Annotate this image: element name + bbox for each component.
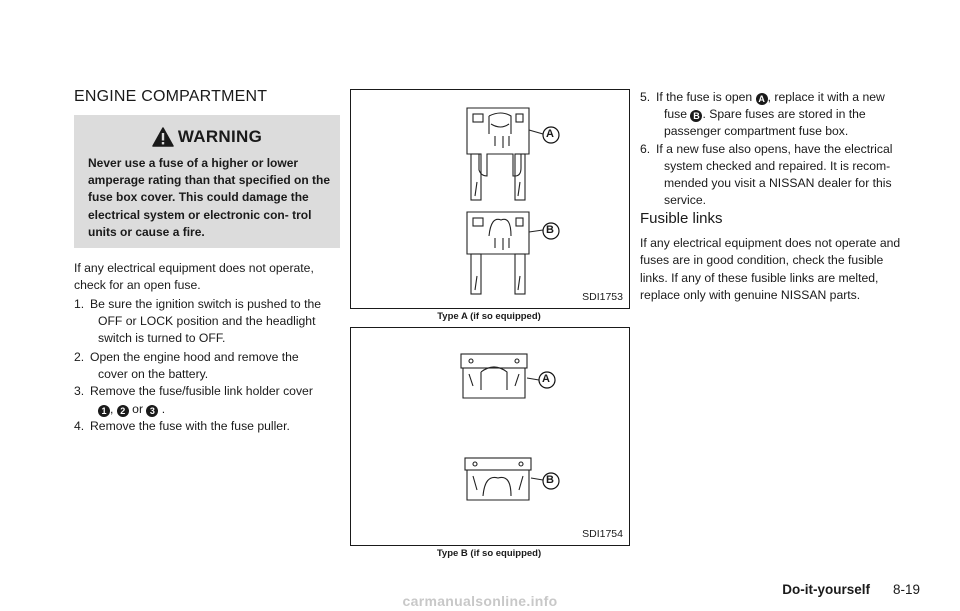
callout-b-icon: B [690,110,702,122]
warning-text: Never use a fuse of a higher or lower amperage rating than that specified on the fuse box cover. This could damage the electrical system or electronic con- trol units or cause a fire. [88,156,331,239]
step-text: cover on the battery. [98,367,209,381]
mini-fuse-diagram [351,328,629,545]
step-text: fuse B . Spare fuses are stored in the [664,107,866,121]
section-title: ENGINE COMPARTMENT [74,88,268,105]
figure-caption: Type A (if so equipped) [437,311,541,322]
callout-a-icon: A [756,93,768,105]
step-text: If the fuse is open A , replace it with a new [656,90,885,104]
label-b: B [546,224,554,236]
warning-box [74,115,340,248]
warning-label: WARNING [177,127,263,146]
fusible-links-title: Fusible links [640,210,723,227]
step-text: OFF or LOCK position and the headlight [98,314,316,328]
figure-fuse-type-a [350,89,630,309]
step-5 [640,89,920,143]
step-text: Be sure the ignition switch is pushed to the [90,297,322,311]
step-1 [74,296,349,350]
step-text: passenger compartment fuse box. [664,124,849,138]
label-a: A [542,373,550,385]
label-b: B [546,474,554,486]
blade-fuse-diagram [351,90,629,308]
step-number: 2. [74,350,85,364]
step-number: 6. [640,142,651,156]
footer-section: Do-it-yourself [782,582,870,597]
step-text: service. [664,193,706,207]
figure-code: SDI1754 [582,528,623,540]
fusible-links-text: If any electrical equipment does not operate and fuses are in good condition, check the fusible links. If any of these fusible links are melted, replace only with genuine NISSAN parts. [640,236,901,302]
label-a: A [546,128,554,140]
step-text: Remove the fuse/fusible link holder cover [90,384,313,398]
step-text: Remove the fuse with the fuse puller. [90,419,290,433]
step-text: Open the engine hood and remove the [90,350,299,364]
step-number: 5. [640,90,651,104]
step-callouts: 1 , 2 or 3 . [98,401,165,418]
callout-3-icon: 3 [146,405,158,417]
intro-paragraph: If any electrical equipment does not operate, check for an open fuse. [74,261,314,293]
warning-header [74,127,340,147]
figure-code: SDI1753 [582,291,623,303]
step-6 [640,141,920,213]
figure-fuse-type-b [350,327,630,546]
step-2 [74,349,349,385]
figure-caption: Type B (if so equipped) [436,548,542,559]
step-3 [74,383,349,419]
step-number: 4. [74,419,85,433]
callout-1-icon: 1 [98,405,110,417]
step-number: 1. [74,297,85,311]
watermark: carmanualsonline.info [402,593,558,609]
step-text: mended you visit a NISSAN dealer for this [664,176,892,190]
step-text: If a new fuse also opens, have the electrical [656,142,893,156]
page-number: 8-19 [892,582,920,597]
callout-2-icon: 2 [117,405,129,417]
step-text: switch is turned to OFF. [98,331,226,345]
warning-triangle-icon [152,127,174,147]
step-4 [74,418,349,436]
step-text: system checked and repaired. It is recom- [664,159,891,173]
step-number: 3. [74,384,85,398]
